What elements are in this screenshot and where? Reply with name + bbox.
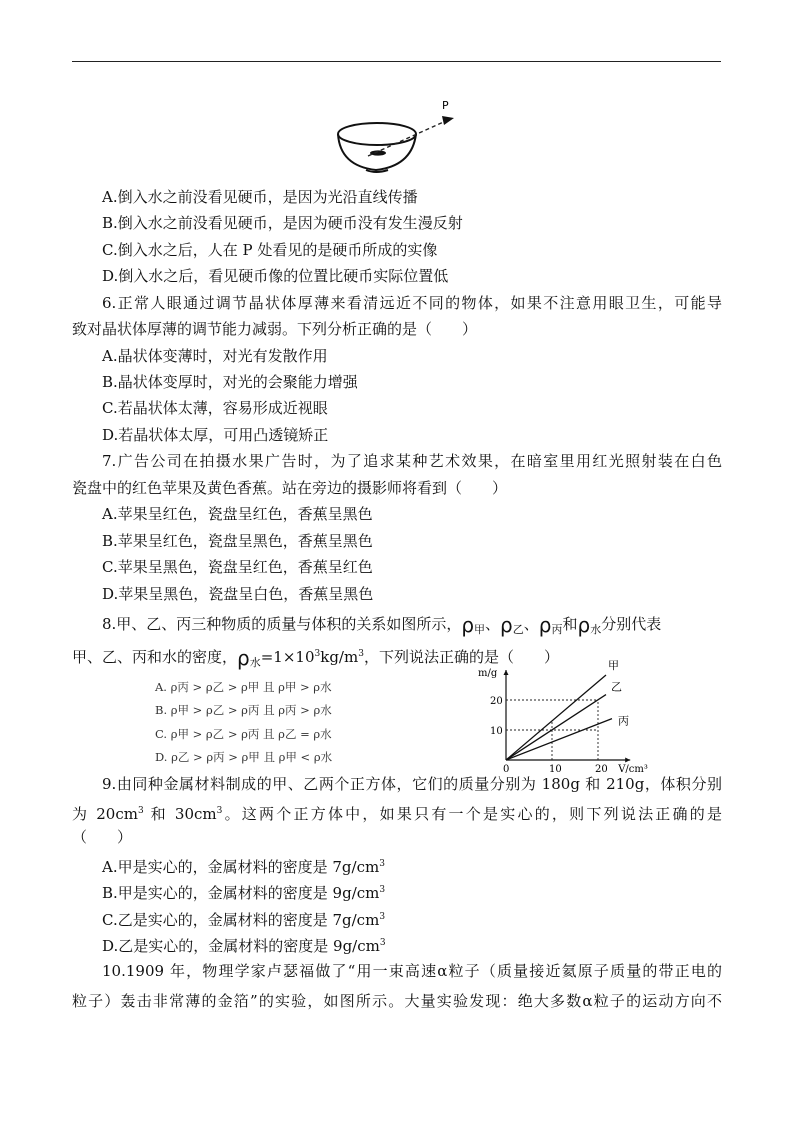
bowl-coin-figure <box>330 96 470 174</box>
q9-option-a-text: A.甲是实心的，金属材料的密度是 7g/cm <box>102 858 380 876</box>
q9-stem-2b: 和 30cm <box>143 805 217 823</box>
q9-option-c-text: C.乙是实心的，金属材料的密度是 7g/cm <box>102 911 380 929</box>
q9-stem-line2 <box>72 801 722 824</box>
series-label: 乙 <box>611 680 622 694</box>
chart-marks <box>478 659 648 775</box>
q9-stem-line3: （ ） <box>72 828 133 846</box>
x-axis-arrow <box>625 758 630 763</box>
q8-option-a: A. ρ丙 > ρ乙 > ρ甲 且 ρ甲 > ρ水 <box>155 680 332 694</box>
x-tick-label: 10 <box>549 764 562 775</box>
q7-option-c: C.苹果呈黑色，瓷盘呈红色，香蕉呈红色 <box>102 558 373 576</box>
q6-stem-line1: 6.正常人眼通过调节晶状体厚薄来看清远近不同的物体，如果不注意用眼卫生，可能导 <box>102 294 722 312</box>
sup-3: 3 <box>379 912 386 922</box>
sep: 、 <box>523 615 539 633</box>
q9-option-b-text: B.甲是实心的，金属材料的密度是 9g/cm <box>102 884 380 902</box>
x-axis-label: V/cm³ <box>618 764 648 775</box>
unit: kg/m <box>320 648 359 666</box>
q10-stem-line1: 10.1909 年，物理学家卢瑟福做了“用一束高速α粒子（质量接近氦原子质量的带正电的 <box>102 962 722 980</box>
sub-jia: 甲 <box>474 623 486 636</box>
header-rule <box>72 61 721 62</box>
q7-option-b: B.苹果呈红色，瓷盘呈黑色，香蕉呈黑色 <box>102 532 373 550</box>
mass-volume-chart <box>470 658 648 775</box>
rho-symbol: ρ <box>538 613 552 637</box>
y-tick-label: 10 <box>490 726 503 737</box>
sub-yi: 乙 <box>512 623 524 636</box>
q6-option-a: A.晶状体变薄时，对光有发散作用 <box>102 347 328 365</box>
q5-option-d: D.倒入水之后，看见硬币像的位置比硬币实际位置低 <box>102 267 449 285</box>
q7-option-d: D.苹果呈黑色，瓷盘呈白色，香蕉呈黑色 <box>102 585 374 603</box>
q8-option-d: D. ρ乙 > ρ丙 > ρ甲 且 ρ甲 < ρ水 <box>155 750 333 764</box>
sub-bing: 丙 <box>551 623 563 636</box>
unit-exp: 3 <box>358 649 364 659</box>
eye-icon <box>442 116 454 125</box>
x-tick-label: 0 <box>503 764 510 775</box>
series-label: 甲 <box>608 658 619 672</box>
coin <box>370 150 386 155</box>
q6-stem-line2: 致对晶状体厚薄的调节能力减弱。下列分析正确的是（ ） <box>72 320 478 338</box>
q5-option-b: B.倒入水之前没看见硬币，是因为硬币没有发生漫反射 <box>102 214 463 232</box>
rho-symbol: ρ <box>461 613 475 637</box>
eq-value: =1×10 <box>260 648 315 666</box>
y-axis-label: m/g <box>478 668 498 679</box>
rho-symbol: ρ <box>237 646 250 670</box>
q5-option-a: A.倒入水之前没看见硬币，是因为光沿直线传播 <box>102 188 418 206</box>
q8-stem-d: ，下列说法正确的是（ ） <box>363 648 559 666</box>
q9-option-d <box>102 933 752 956</box>
q8-stem-line1 <box>102 614 752 640</box>
q7-stem-line1: 7.广告公司在拍摄水果广告时，为了追求某种艺术效果，在暗室里用红光照射装在白色 <box>102 452 722 470</box>
sub-shui: 水 <box>590 623 602 636</box>
q8-stem-line2 <box>72 644 722 673</box>
sup-3: 3 <box>379 938 386 948</box>
series-label: 丙 <box>618 714 629 728</box>
q8-stem-b: 分别代表 <box>601 615 662 633</box>
q6-option-c: C.若晶状体太薄，容易形成近视眼 <box>102 399 328 417</box>
q10-stem-line2: 粒子）轰击非常薄的金箔”的实验，如图所示。大量实验发现：绝大多数α粒子的运动方向不 <box>72 992 722 1010</box>
q8-option-b: B. ρ甲 > ρ乙 > ρ丙 且 ρ丙 > ρ水 <box>155 703 332 717</box>
sup-3: 3 <box>137 806 144 816</box>
rho-symbol: ρ <box>577 613 591 637</box>
q9-stem-2a: 为 20cm <box>72 805 138 823</box>
q7-stem-line2: 瓷盘中的红色苹果及黄色香蕉。站在旁边的摄影师将看到（ ） <box>72 479 508 497</box>
q8-option-c: C. ρ甲 > ρ乙 > ρ丙 且 ρ乙 = ρ水 <box>155 727 332 741</box>
q9-option-a <box>102 854 752 877</box>
q6-option-d: D.若晶状体太厚，可用凸透镜矫正 <box>102 426 329 444</box>
q6-option-b: B.晶状体变厚时，对光的会聚能力增强 <box>102 373 358 391</box>
sup-3: 3 <box>216 806 223 816</box>
q9-stem-2c: 。这两个正方体中，如果只有一个是实心的，则下列说法正确的是 <box>222 805 722 823</box>
exp-3: 3 <box>314 649 321 659</box>
sup-3: 3 <box>379 859 385 869</box>
q9-option-d-text: D.乙是实心的，金属材料的密度是 9g/cm <box>102 937 380 955</box>
q8-stem-a: 8.甲、乙、丙三种物质的质量与体积的关系如图所示， <box>102 615 462 633</box>
sep: 、 <box>485 615 501 633</box>
q9-option-c <box>102 907 752 930</box>
y-tick-label: 20 <box>490 696 503 707</box>
bowl-rim <box>338 123 416 145</box>
sup-3: 3 <box>379 885 386 895</box>
q7-option-a: A.苹果呈红色，瓷盘呈红色，香蕉呈黑色 <box>102 505 373 523</box>
and-word: 和 <box>562 615 578 633</box>
point-p-label: P <box>442 99 449 112</box>
q8-stem-c: 甲、乙、丙和水的密度， <box>72 648 238 666</box>
rho-symbol: ρ <box>500 613 513 637</box>
q5-option-c: C.倒入水之后，人在 P 处看见的是硬币所成的实像 <box>102 241 438 259</box>
series-line <box>506 675 606 760</box>
sub-shui: 水 <box>249 656 261 669</box>
q9-stem-line1: 9.由同种金属材料制成的甲、乙两个正方体，它们的质量分别为 180g 和 210g，体积分别 <box>102 775 722 793</box>
x-tick-label: 20 <box>595 764 608 775</box>
q9-option-b <box>102 880 752 903</box>
